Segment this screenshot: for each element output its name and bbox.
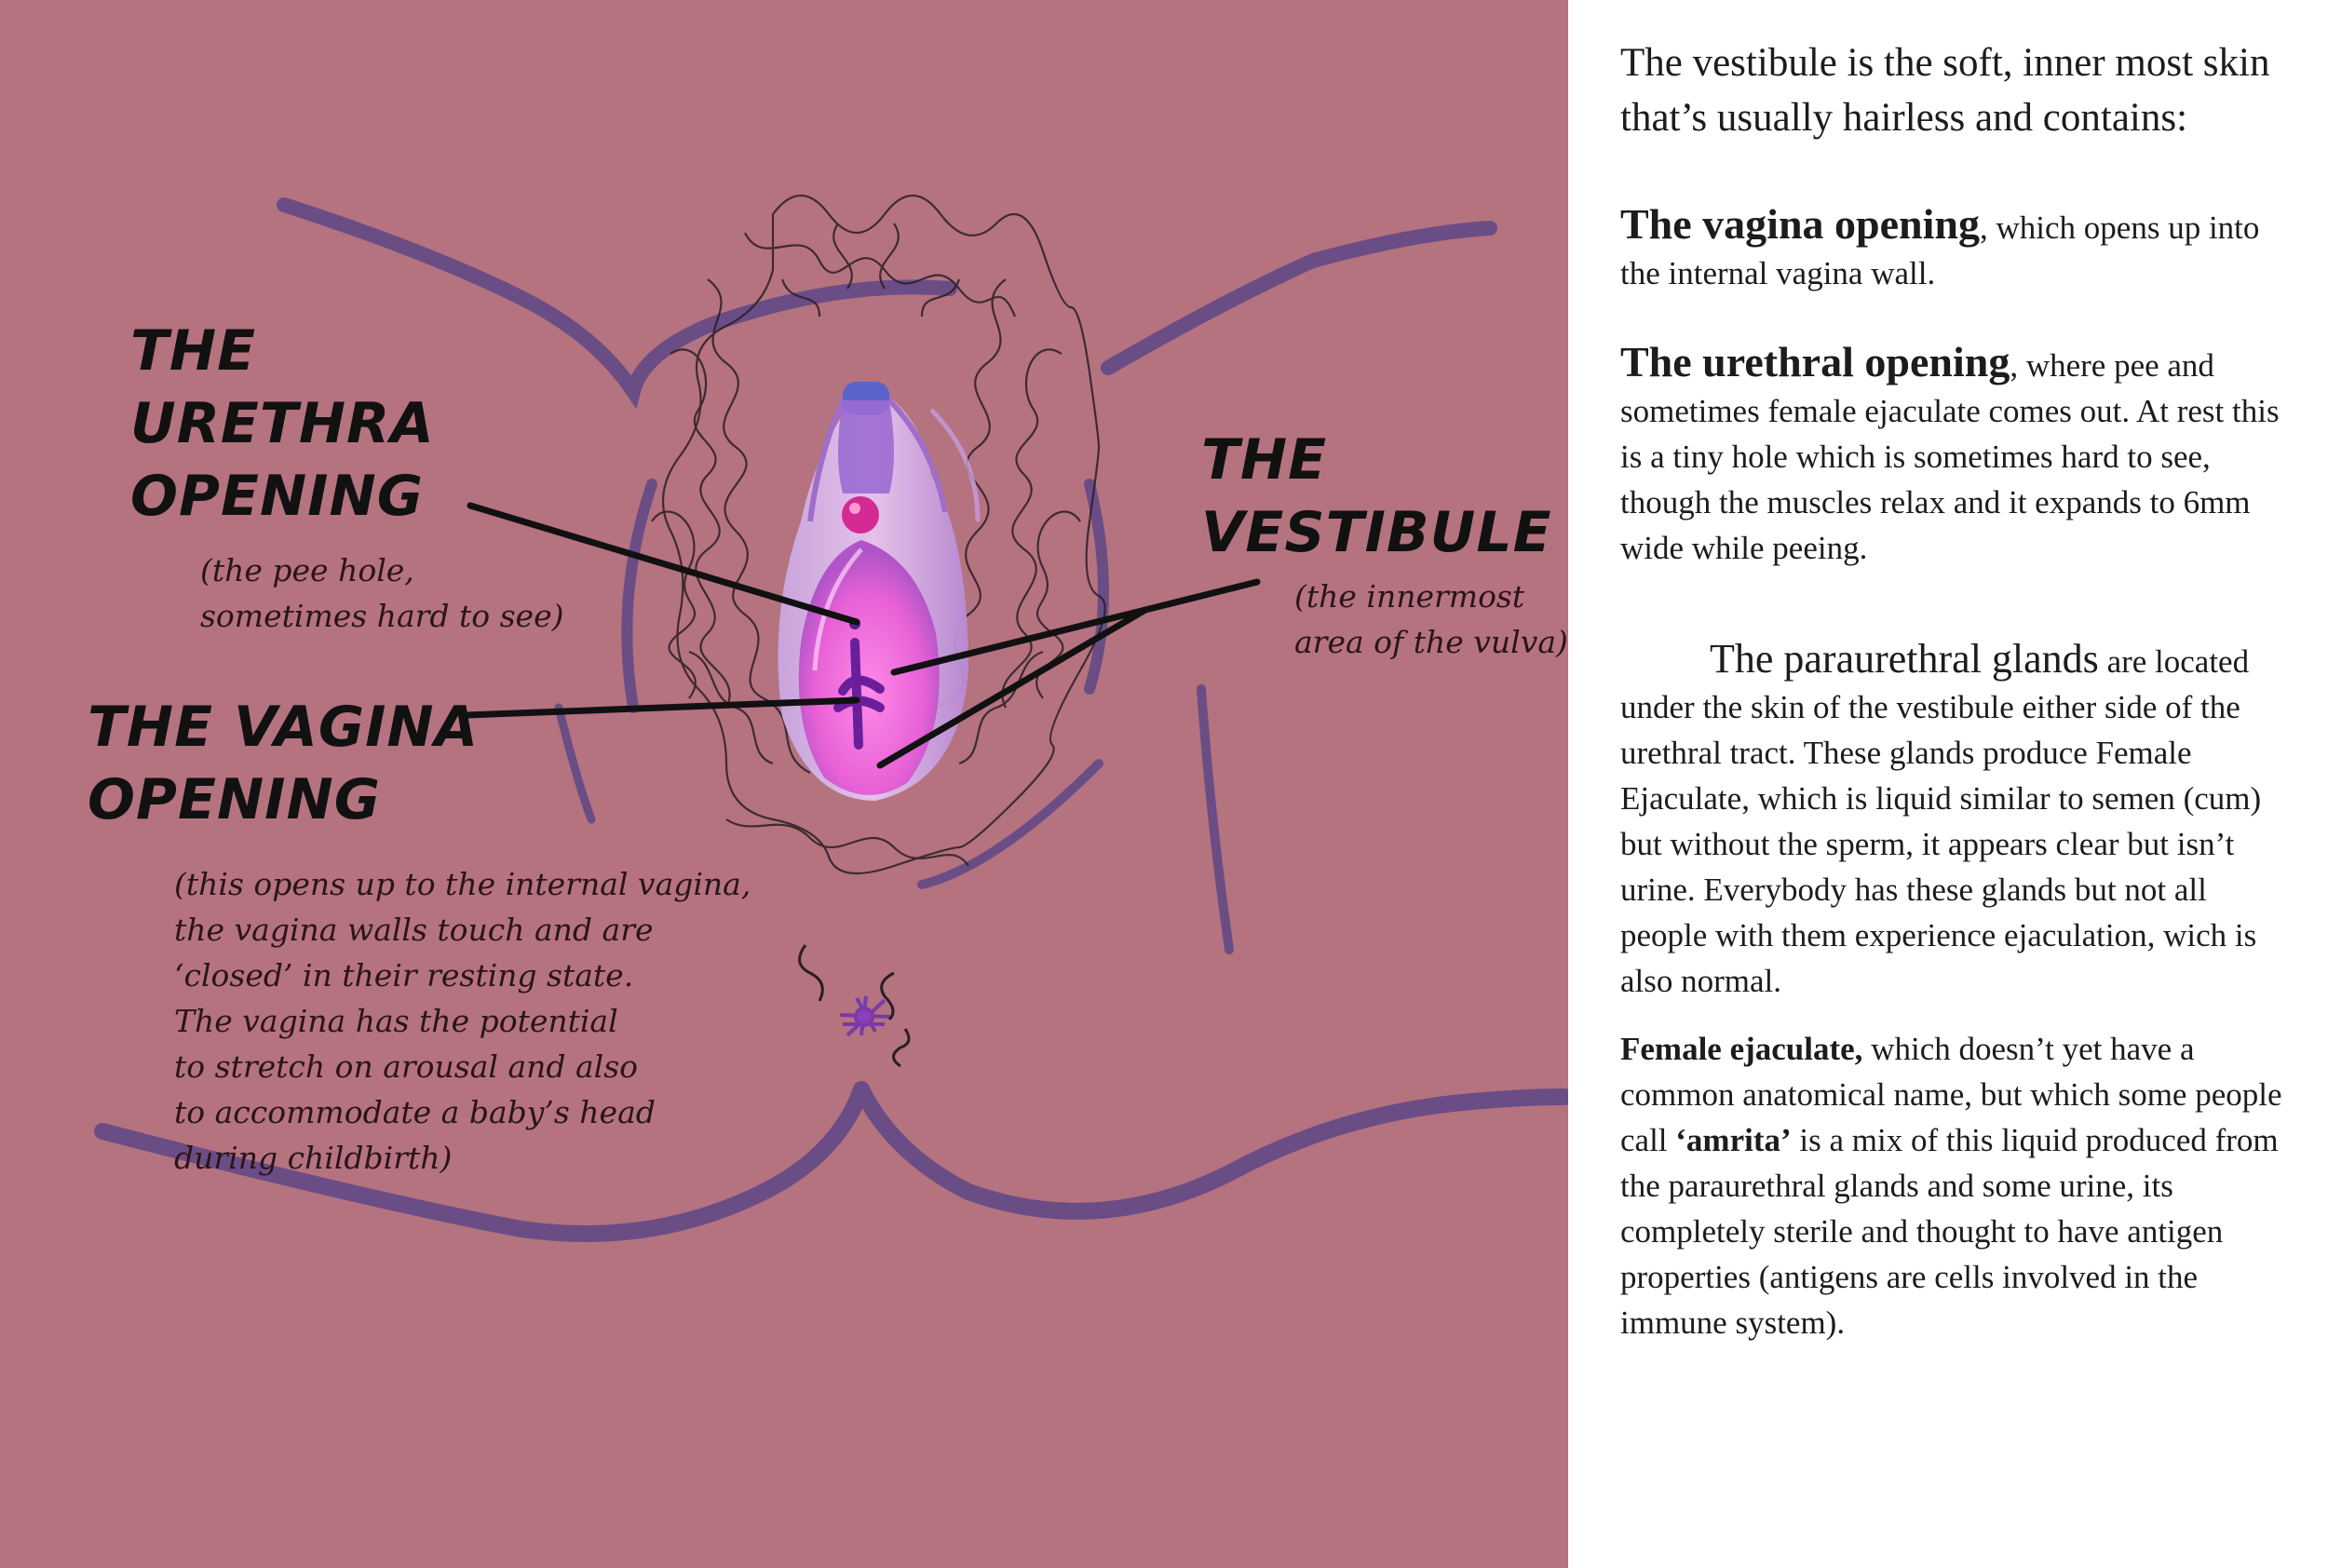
- urethral-opening-term: The urethral opening: [1620, 338, 2010, 385]
- anus: [840, 996, 890, 1035]
- vagina-opening-title: [88, 691, 479, 836]
- urethral-opening-desc: , where pee and sometimes female ejaculate comes out. At rest this is a tiny hole which is sometimes hard to see, though the muscles relax and it expands to 6mm wide while peeing.: [1620, 347, 2280, 566]
- vagina-opening-desc: , which opens up into the internal vagina wall.: [1620, 210, 2260, 291]
- caption-line: during childbirth): [174, 1140, 453, 1176]
- vestibule-title-line: THE: [1201, 427, 1328, 493]
- urethra-opening-title: [130, 315, 435, 533]
- caption-line: ‘closed’ in their resting state.: [174, 957, 634, 994]
- urethral-opening-paragraph: [1620, 339, 2293, 571]
- paraurethral-glands-paragraph: [1620, 636, 2293, 1004]
- vagina-opening-caption: [174, 861, 751, 1181]
- caption-line: to stretch on arousal and also: [174, 1048, 639, 1085]
- urethra-opening-caption: [200, 547, 564, 639]
- vagina-title-line: OPENING: [88, 767, 381, 832]
- caption-line: to accommodate a baby’s head: [174, 1094, 656, 1130]
- caption-line: area of the vulva): [1294, 624, 1568, 660]
- caption-line: The vagina has the potential: [174, 1003, 618, 1039]
- caption-line: the vagina walls touch and are: [174, 912, 654, 948]
- caption-line: (the innermost: [1294, 578, 1525, 615]
- vagina-title-line: THE VAGINA: [88, 695, 480, 760]
- paraurethral-glands-term: The paraurethral glands: [1710, 636, 2099, 682]
- hair-squiggles: [800, 945, 909, 1066]
- urethral-opening: [842, 496, 879, 534]
- vestibule-title: [1201, 424, 1552, 569]
- vestibule-title-line: VESTIBULE: [1201, 500, 1552, 565]
- vagina-opening-term: The vagina opening: [1620, 200, 1980, 248]
- paraurethral-glands-desc: are located under the skin of the vestibule either side of the urethral tract. These glands produce Female Ejaculate, which is liquid similar to semen (cum) but without the sperm, it appears clear but isn’t urine. Everybody has these glands but not all people with them experience ejaculation, wich is also normal.: [1620, 643, 2262, 999]
- caption-line: (this opens up to the internal vagina,: [174, 866, 751, 902]
- female-ejaculate-desc: which doesn’t yet have a common anatomical name, but which some people call: [1620, 1031, 2282, 1158]
- female-ejaculate-desc-end: is a mix of this liquid produced from the paraurethral glands and some urine, its completely sterile and thought to have antigen properties (antigens are cells involved in the immune system).: [1620, 1122, 2279, 1341]
- amrita-term: ‘amrita’: [1675, 1122, 1792, 1158]
- caption-line: sometimes hard to see): [200, 598, 564, 634]
- caption-line: (the pee hole,: [200, 552, 414, 588]
- female-ejaculate-term: Female ejaculate,: [1620, 1031, 1863, 1067]
- urethra-title-line: THE: [130, 318, 257, 384]
- urethra-title-line: OPENING: [130, 464, 424, 529]
- female-ejaculate-paragraph: [1620, 1026, 2293, 1345]
- vestibule-pointer-stem: [1145, 582, 1257, 610]
- vestibule-caption: [1294, 574, 1568, 665]
- vagina-opening-paragraph: [1620, 201, 2293, 296]
- intro-paragraph: The vestibule is the soft, inner most skin that’s usually hairless and contains:: [1620, 41, 2270, 140]
- urethra-title-line: URETHRA: [130, 391, 435, 456]
- explanation-text: [1620, 35, 2293, 1345]
